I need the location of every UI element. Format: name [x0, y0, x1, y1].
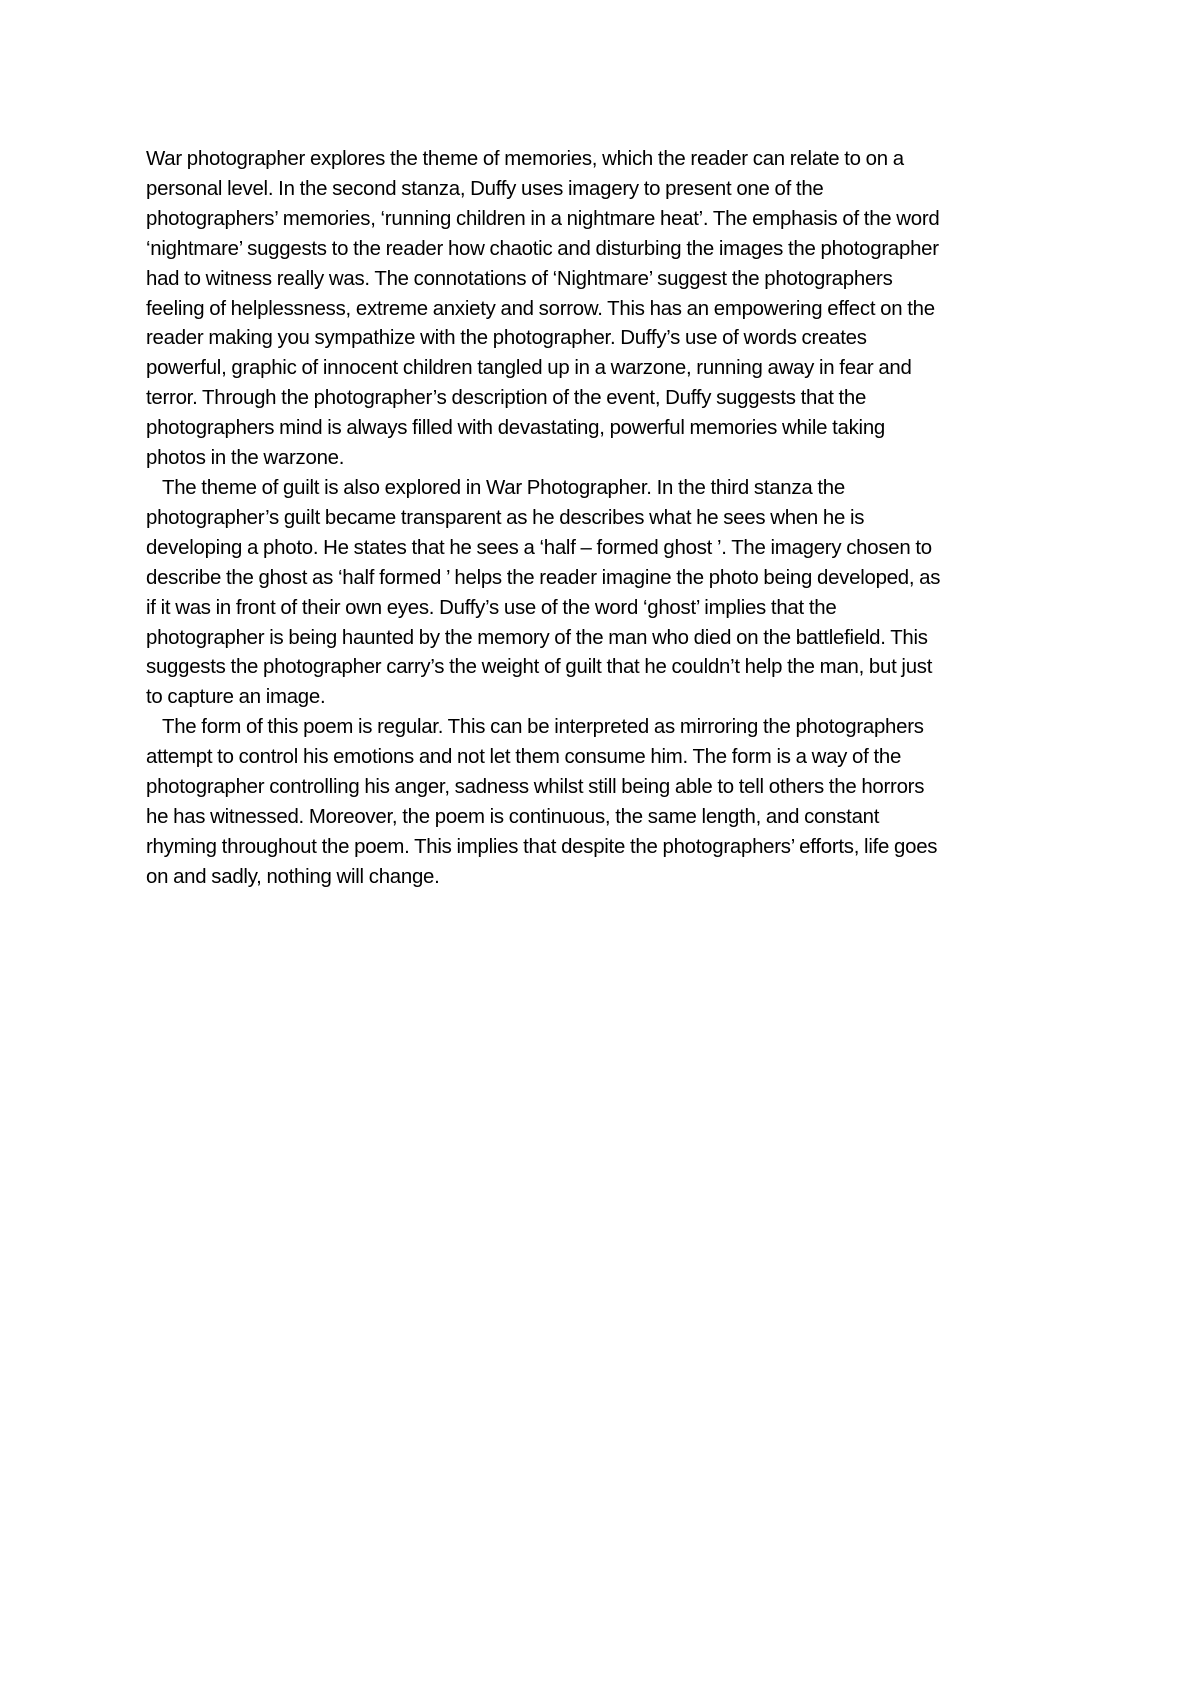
paragraph-guilt	[146, 474, 1066, 713]
text-line: developing a photo. He states that he sees a ‘half – formed ghost ’. The imagery chosen to	[146, 536, 932, 559]
text-line: photographers’ memories, ‘running children in a nightmare heat’. The emphasis of the word	[146, 207, 940, 230]
text-line: suggests the photographer carry’s the weight of guilt that he couldn’t help the man, but just	[146, 656, 933, 679]
text-line: rhyming throughout the poem. This implies that despite the photographers’ efforts, life goes	[146, 835, 938, 858]
text-line: describe the ghost as ‘half formed ’ helps the reader imagine the photo being developed, as	[146, 566, 941, 589]
text-line: War photographer explores the theme of memories, which the reader can relate to on a	[146, 148, 904, 170]
text-line: attempt to control his emotions and not let them consume him. The form is a way of the	[146, 746, 902, 769]
paragraph-form	[146, 713, 1066, 892]
text-line: The theme of guilt is also explored in War Photographer. In the third stanza the	[162, 476, 845, 499]
text-line: feeling of helplessness, extreme anxiety and sorrow. This has an empowering effect on the	[146, 297, 935, 320]
text-line: photographer controlling his anger, sadness whilst still being able to tell others the horrors	[146, 776, 925, 799]
text-line: photos in the warzone.	[146, 447, 345, 470]
text-line: had to witness really was. The connotations of ‘Nightmare’ suggest the photographers	[146, 267, 893, 290]
essay-body	[146, 145, 1066, 893]
paragraph-memories	[146, 145, 1066, 474]
text-line: ‘nightmare’ suggests to the reader how chaotic and disturbing the images the photographer	[146, 237, 939, 260]
text-line: if it was in front of their own eyes. Duffy’s use of the word ‘ghost’ implies that the	[146, 596, 837, 619]
text-line: photographer is being haunted by the memory of the man who died on the battlefield. This	[146, 626, 928, 649]
text-line: terror. Through the photographer’s description of the event, Duffy suggests that the	[146, 387, 867, 410]
text-line: powerful, graphic of innocent children tangled up in a warzone, running away in fear and	[146, 357, 912, 380]
text-line: photographers mind is always filled with devastating, powerful memories while taking	[146, 417, 886, 440]
text-line: personal level. In the second stanza, Duffy uses imagery to present one of the	[146, 177, 824, 200]
text-line: on and sadly, nothing will change.	[146, 865, 440, 888]
text-line: he has witnessed. Moreover, the poem is continuous, the same length, and constant	[146, 805, 880, 828]
text-line: to capture an image.	[146, 686, 326, 709]
text-line: photographer’s guilt became transparent as he describes what he sees when he is	[146, 506, 865, 529]
text-line: The form of this poem is regular. This can be interpreted as mirroring the photographers	[162, 716, 924, 739]
text-line: reader making you sympathize with the photographer. Duffy’s use of words creates	[146, 327, 867, 350]
